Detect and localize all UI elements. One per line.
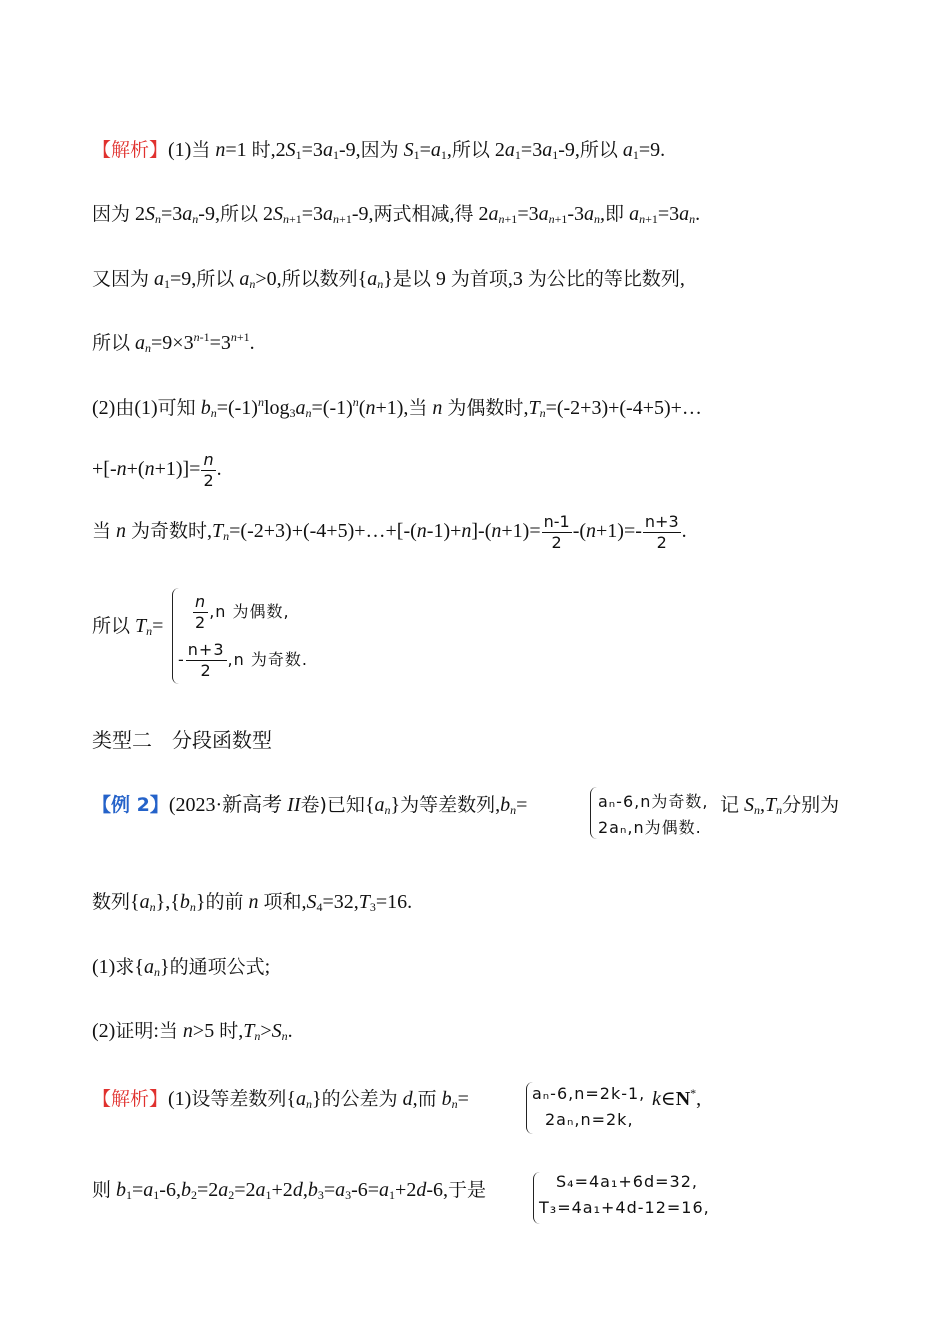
solution-line-2: 因为 $2S_n=3a_n-9$,所以 $2S_{n+1}=3a_{n+1}-9$,两式相减,得 $2a_{n+1}=3a_{n+1}-3a_n$,即 $a_{n+1}=3a_n$.: [92, 203, 701, 226]
example-2-line-1: 【例 2】(2023·新高考 II卷)已知$\{a_n\}$为等差数列$,b_n=$: [92, 794, 528, 817]
analysis-label: 【解析】: [92, 139, 169, 161]
example-2-line-2: 数列$\{a_n\},\{b_n\}$的前 n 项和$,S_4=32,T_3=16$.: [92, 891, 413, 914]
bn-solution-row-2: 2aₙ,n=2k,: [545, 1110, 634, 1129]
system-row-1: S₄=4a₁+6d=32,: [556, 1172, 698, 1191]
fraction-n-plus-3-over-2: $\frac{n+3}{2}$: [644, 512, 679, 552]
bn-solution-row-1: aₙ-6,n=2k-1,: [532, 1084, 646, 1103]
analysis-label-2: 【解析】: [92, 1088, 169, 1110]
section-title: 类型二 分段函数型: [92, 728, 272, 752]
example-2-part-1: (1)求$\{a_n\}$的通项公式;: [92, 956, 271, 979]
bn-case-odd: aₙ-6,n为奇数,: [598, 792, 709, 811]
example-2-part-2: (2)证明:当 n>5 时$,T_n>S_n$.: [92, 1020, 293, 1043]
example-label: 【例 2】: [92, 794, 169, 816]
solution-2-line-1: 【解析】(1)设等差数列$\{a_n\}$的公差为 d,而 $b_n=$: [92, 1088, 469, 1111]
solution-line-8: 所以 $T_n=$: [92, 615, 164, 638]
solution-line-5: (2)由(1)可知 $b_n=(-1)^n\log_3a_n=(-1)^n(n+1)$,当 n 为偶数时$,T_n=(-2+3)+(-4+5)+\dots$: [92, 395, 702, 420]
solution-line-7: 当 n 为奇数时$,T_n=(-2+3)+(-4+5)+\dots+[-(n-1)+n]-(n+1)=$ $\frac{n-1}{2}$ -(n+1)=- $\frac{n+3}{2}$ .: [92, 512, 687, 552]
example-2-line-1-tail: 记 $S_n,T_n$分别为: [720, 794, 840, 817]
solution-line-3: 又因为 $a_1=9$,所以 $a_n>0$,所以数列$\{a_n\}$是以 9 为首项,3 为公比的等比数列,: [92, 268, 685, 291]
k-in-naturals: k∈N*,: [652, 1086, 702, 1110]
solution-line-6: +[-n+(n+1)]= $\frac{n}{2}$ .: [92, 450, 222, 490]
fraction-n-minus-1-over-2: $\frac{n-1}{2}$: [543, 512, 570, 552]
case-odd: - $\frac{n+3}{2}$ ,n 为奇数.: [178, 640, 308, 680]
solution-line-1: 【解析】(1)当 n=1 时$,2S_1=3a_1-9$,因为 $S_1=a_1$,所以 $2a_1=3a_1-9$,所以 $a_1=9$.: [92, 139, 666, 162]
bn-brace: [590, 787, 597, 839]
bn-case-even: 2aₙ,n为偶数.: [598, 818, 702, 837]
solution-2-line-2: 则 $b_1=a_1-6,b_2=2a_2=2a_1+2d,b_3=a_3-6=a_1+2d-6$,于是: [92, 1179, 487, 1202]
case-even: $\frac{n}{2}$ ,n 为偶数,: [195, 592, 290, 632]
solution-line-4: 所以 $a_n=9\times 3^{n-1}=3^{n+1}$.: [92, 330, 255, 355]
system-row-2: T₃=4a₁+4d-12=16,: [539, 1198, 710, 1217]
fraction-n-over-2: $\frac{n}{2}$: [203, 450, 214, 490]
